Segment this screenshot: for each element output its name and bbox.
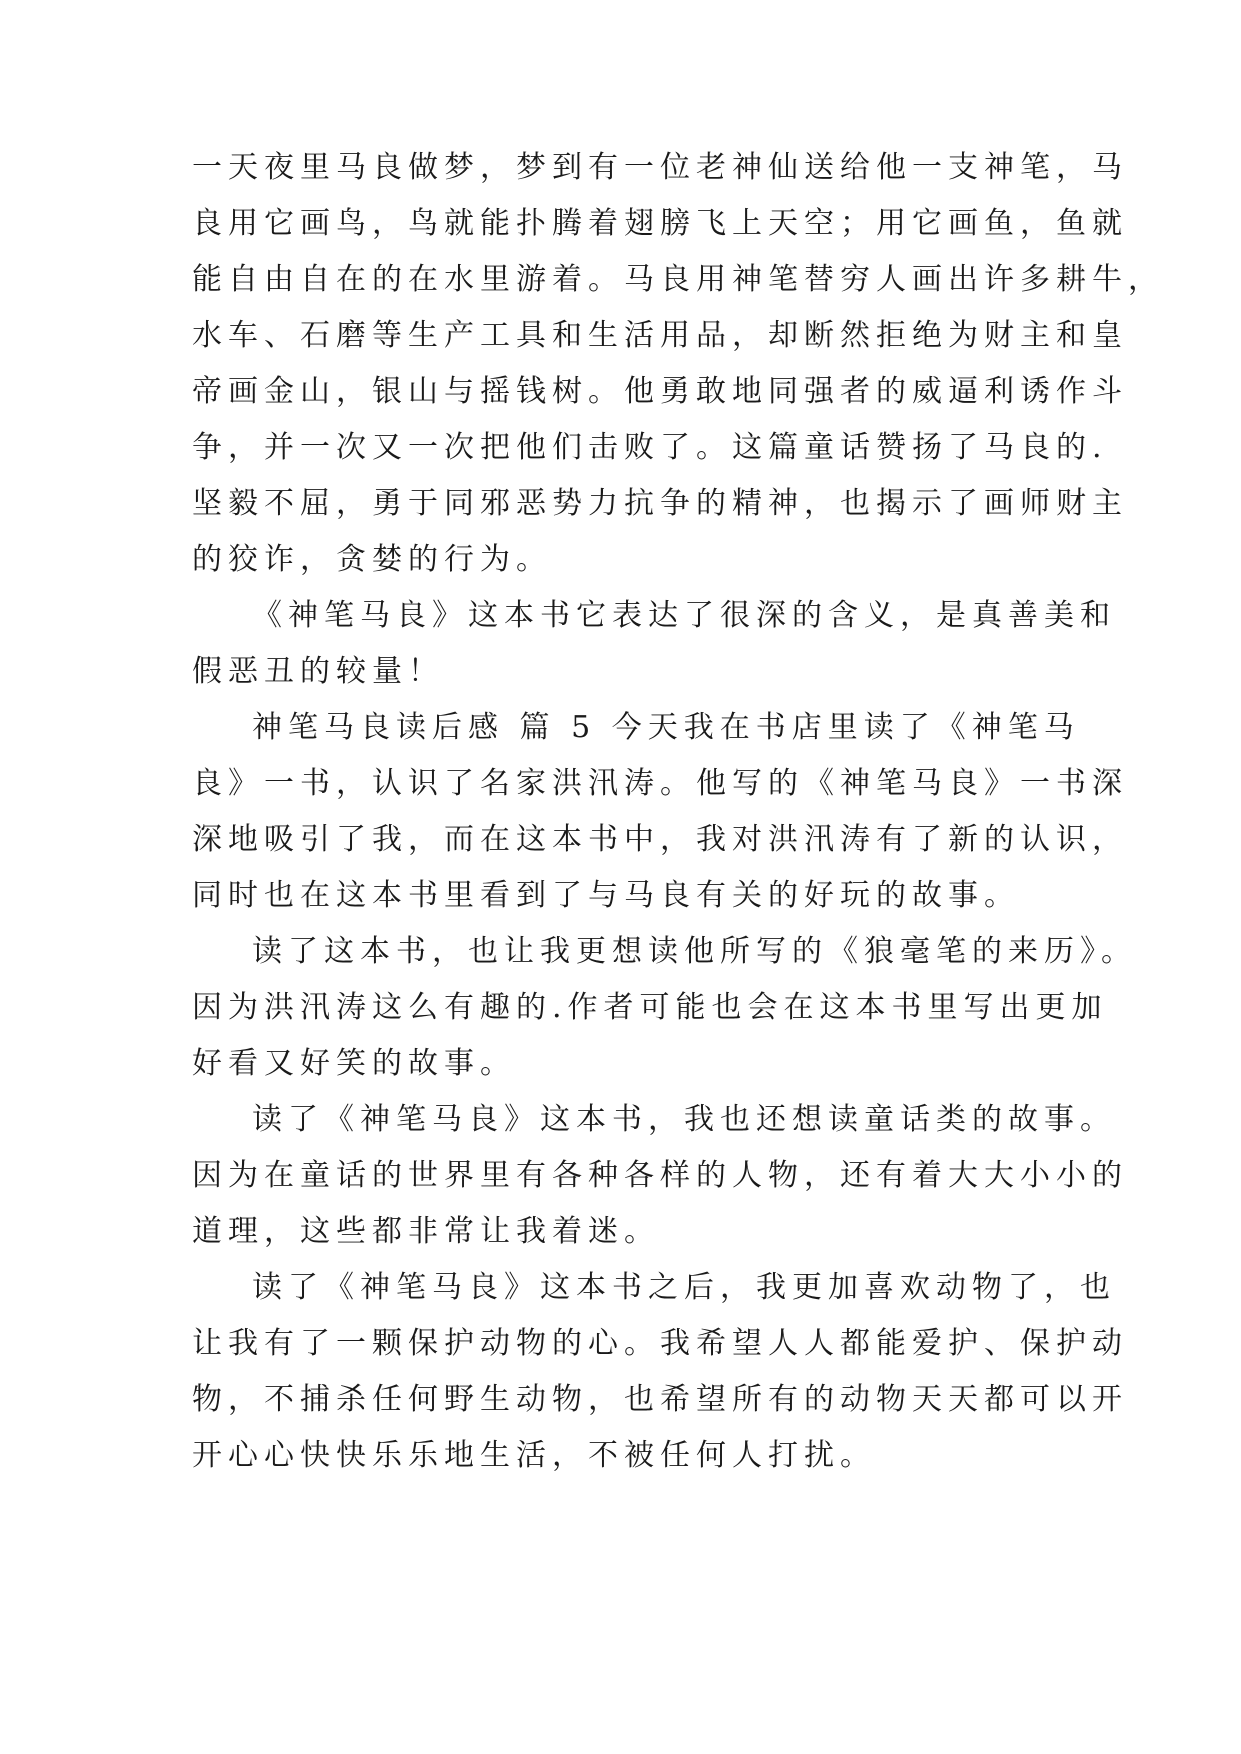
- paragraph-start: 读了这本书，也让我更想读他所写的《狼毫笔的来历》。: [252, 934, 1137, 969]
- text-line: 的狡诈，贪婪的行为。: [192, 542, 552, 577]
- text-line: 让我有了一颗保护动物的心。我希望人人都能爱护、保护动: [192, 1326, 1128, 1361]
- text-line: 能自由自在的在水里游着。马良用神笔替穷人画出许多耕牛，: [192, 262, 1164, 297]
- text-line: 深地吸引了我，而在这本书中，我对洪汛涛有了新的认识，: [192, 822, 1128, 857]
- text-line: 坚毅不屈，勇于同邪恶势力抗争的精神，也揭示了画师财主: [192, 486, 1128, 521]
- section-heading-line: 神笔马良读后感 篇 5 今天我在书店里读了《神笔马: [252, 710, 1080, 745]
- text-line: 良用它画鸟，鸟就能扑腾着翅膀飞上天空；用它画鱼，鱼就: [192, 206, 1128, 241]
- text-line: 物，不捕杀任何野生动物，也希望所有的动物天天都可以开: [192, 1382, 1128, 1417]
- paragraph-start: 读了《神笔马良》这本书，我也还想读童话类的故事。: [252, 1102, 1116, 1137]
- text-line: 道理，这些都非常让我着迷。: [192, 1214, 660, 1249]
- paragraph-start: 《神笔马良》这本书它表达了很深的含义，是真善美和: [252, 598, 1116, 633]
- text-line: 假恶丑的较量！: [192, 654, 444, 689]
- text-line: 因为在童话的世界里有各种各样的人物，还有着大大小小的: [192, 1158, 1128, 1193]
- text-line: 帝画金山，银山与摇钱树。他勇敢地同强者的威逼利诱作斗: [192, 374, 1128, 409]
- text-line: 因为洪汛涛这么有趣的.作者可能也会在这本书里写出更加: [192, 990, 1108, 1025]
- paragraph-start: 读了《神笔马良》这本书之后，我更加喜欢动物了，也: [252, 1270, 1116, 1305]
- text-line: 开心心快快乐乐地生活，不被任何人打扰。: [192, 1438, 876, 1473]
- text-line: 水车、石磨等生产工具和生活用品，却断然拒绝为财主和皇: [192, 318, 1128, 353]
- text-line: 争，并一次又一次把他们击败了。这篇童话赞扬了马良的.: [192, 430, 1108, 465]
- text-line: 同时也在这本书里看到了与马良有关的好玩的故事。: [192, 878, 1020, 913]
- text-line: 好看又好笑的故事。: [192, 1046, 516, 1081]
- text-line: 一天夜里马良做梦，梦到有一位老神仙送给他一支神笔，马: [192, 150, 1128, 185]
- text-line: 良》一书，认识了名家洪汛涛。他写的《神笔马良》一书深: [192, 766, 1128, 801]
